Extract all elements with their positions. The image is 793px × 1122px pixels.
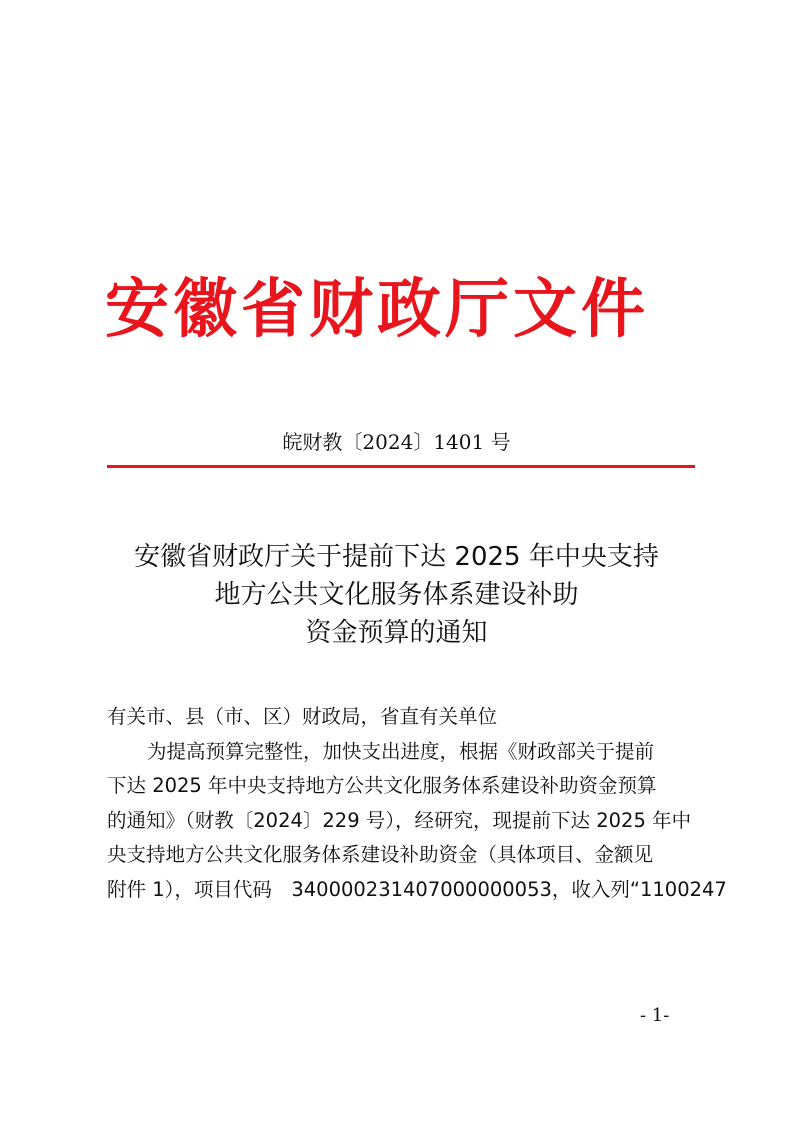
notice-title-line-2: 地方公共文化服务体系建设补助 [214, 580, 579, 610]
notice-body [107, 700, 727, 907]
body-line-4: 央支持地方公共文化服务体系建设补助资金（具体项目、金额见 [107, 843, 654, 866]
document-header-title: 安徽省财政厅文件 [105, 273, 649, 347]
notice-title-line-1: 安徽省财政厅关于提前下达 2025 年中央支持 [134, 542, 659, 572]
notice-title [0, 538, 793, 652]
notice-title-line-3: 资金预算的通知 [305, 618, 488, 648]
body-line-1: 为提高预算完整性，加快支出进度，根据《财政部关于提前 [147, 739, 655, 763]
body-line-2: 下达 2025 年中央支持地方公共文化服务体系建设补助资金预算 [107, 774, 657, 797]
addressee-line: 有关市、县（市、区）财政局，省直有关单位 [107, 705, 498, 728]
red-divider-line [107, 465, 695, 468]
body-line-3: 的通知》（财教〔2024〕229 号），经研究，现提前下达 2025 年中 [107, 808, 692, 832]
page-number: - 1- [640, 1005, 670, 1026]
document-number: 皖财教〔2024〕1401 号 [282, 430, 511, 454]
body-line-5: 附件 1），项目代码 340000231407000000053，收入列“1100247 [107, 877, 727, 901]
